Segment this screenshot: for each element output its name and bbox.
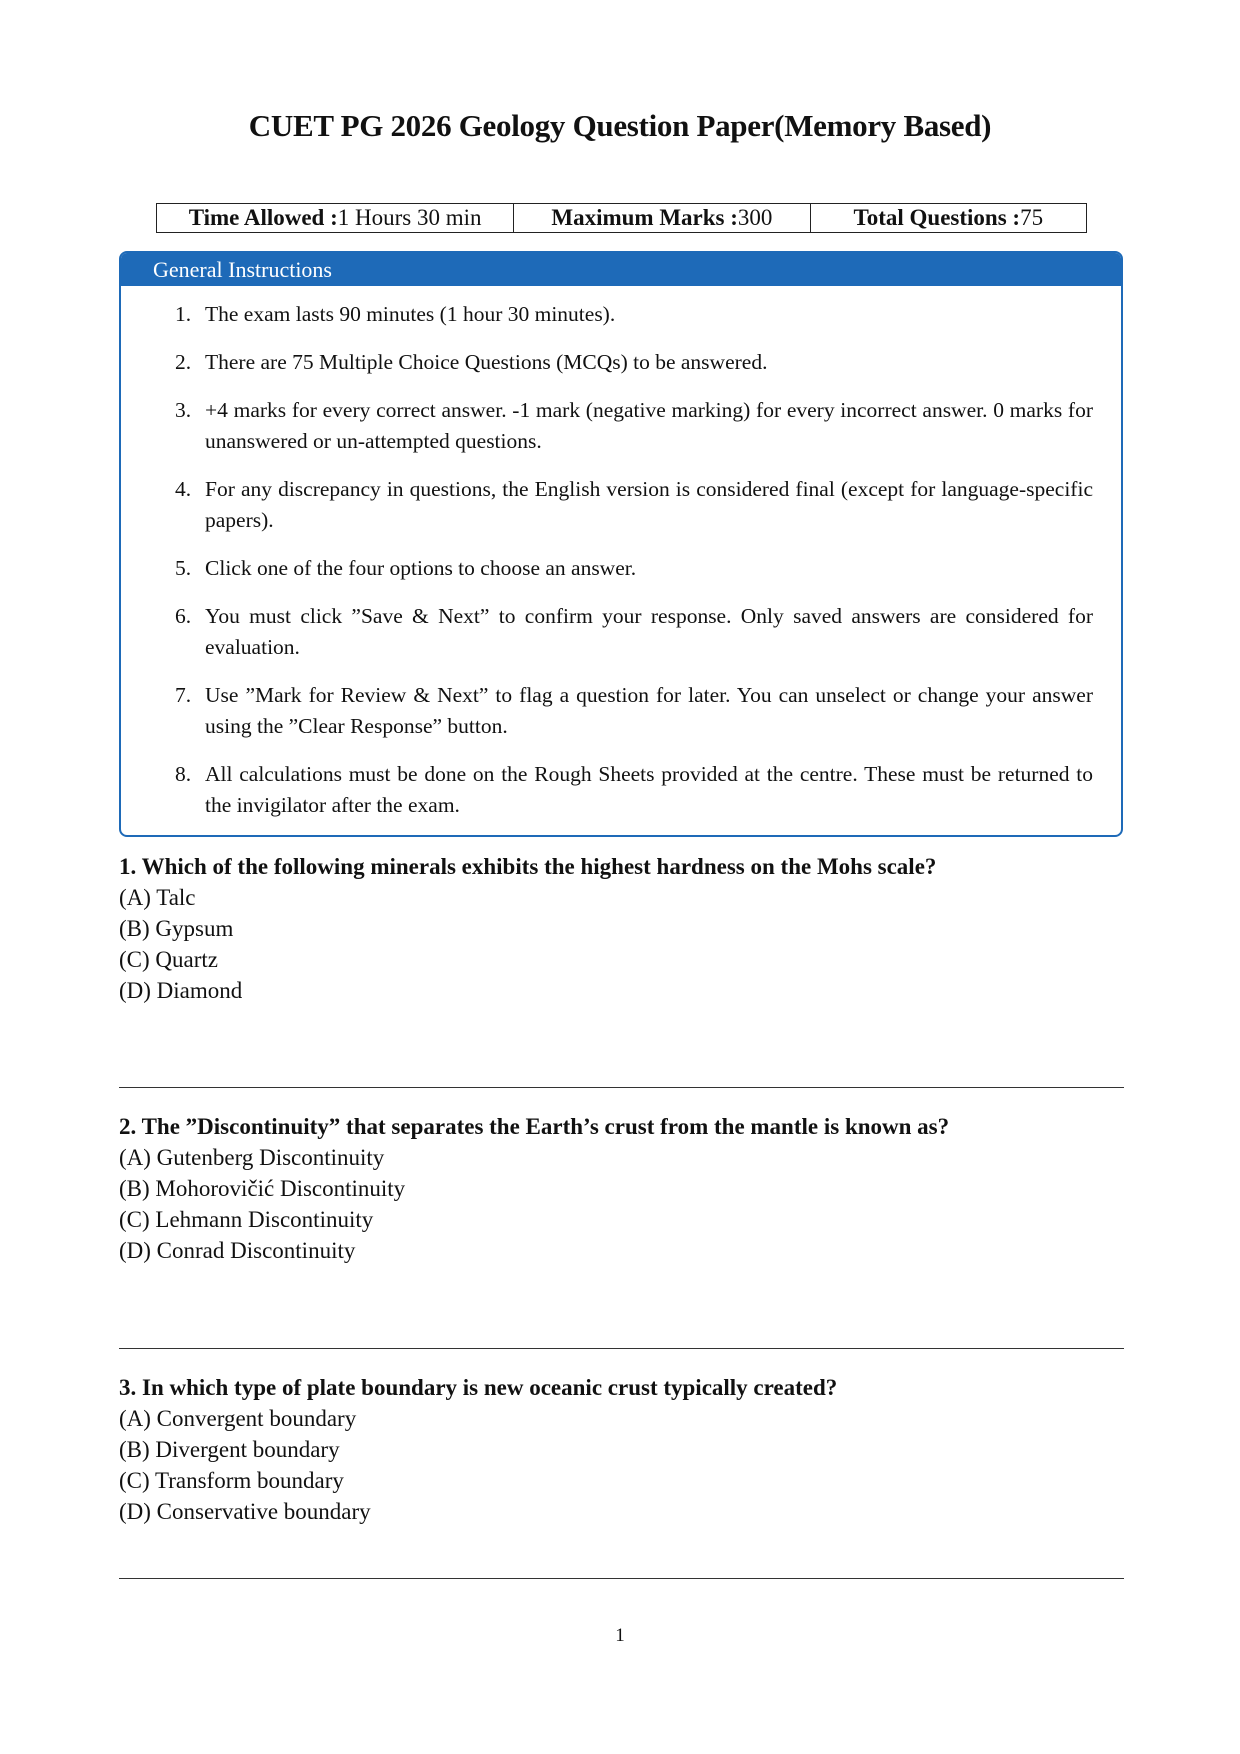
- question-text: 1. Which of the following minerals exhibits the highest hardness on the Mohs scale?: [119, 854, 937, 879]
- instruction-number: 8.: [175, 762, 192, 786]
- option-a: (A) Gutenberg Discontinuity: [119, 1145, 385, 1170]
- instruction-text: +4 marks for every correct answer. -1 mark (negative marking) for every incorrect answer. 0 marks for unanswered or un-attempted questions.: [205, 398, 1093, 453]
- instruction-text: Use ”Mark for Review & Next” to flag a question for later. You can unselect or change your answer using the ”Clear Response” button.: [205, 683, 1093, 738]
- option-d: (D) Conrad Discontinuity: [119, 1238, 356, 1263]
- instruction-number: 4.: [175, 477, 192, 501]
- general-instructions-box: [119, 251, 1123, 837]
- question-text: 3. In which type of plate boundary is new oceanic crust typically created?: [119, 1375, 838, 1400]
- instruction-item: [175, 347, 1093, 378]
- time-allowed-label: Time Allowed :: [188, 205, 338, 230]
- option-b: (B) Mohorovičić Discontinuity: [119, 1176, 406, 1201]
- question-text: 2. The ”Discontinuity” that separates the Earth’s crust from the mantle is known as?: [119, 1114, 950, 1139]
- option-c: (C) Quartz: [119, 947, 218, 972]
- instruction-item: [175, 759, 1093, 821]
- question-divider: [119, 1348, 1124, 1349]
- option-b: (B) Gypsum: [119, 916, 234, 941]
- instruction-text: Click one of the four options to choose an answer.: [205, 556, 637, 580]
- maximum-marks-cell: [514, 204, 810, 232]
- question-3: [119, 1372, 1124, 1527]
- instruction-number: 2.: [175, 350, 192, 374]
- instruction-item: [175, 395, 1093, 457]
- instruction-number: 5.: [175, 556, 192, 580]
- time-allowed-value: 1 Hours 30 min: [337, 205, 482, 230]
- option-a: (A) Talc: [119, 885, 196, 910]
- option-c: (C) Lehmann Discontinuity: [119, 1207, 374, 1232]
- total-questions-label: Total Questions :: [853, 205, 1021, 230]
- instruction-text: There are 75 Multiple Choice Questions (MCQs) to be answered.: [205, 350, 768, 374]
- exam-meta-table: [156, 203, 1087, 233]
- question-1: [119, 851, 1124, 1006]
- instruction-text: All calculations must be done on the Rough Sheets provided at the centre. These must be returned to the invigilator after the exam.: [205, 762, 1093, 817]
- instruction-item: [175, 553, 1093, 584]
- instruction-number: 7.: [175, 683, 192, 707]
- instruction-number: 1.: [175, 302, 192, 326]
- page-title: CUET PG 2026 Geology Question Paper(Memory Based): [248, 108, 992, 143]
- question-divider: [119, 1087, 1124, 1088]
- option-c: (C) Transform boundary: [119, 1468, 344, 1493]
- instruction-number: 6.: [175, 604, 192, 628]
- option-a: (A) Convergent boundary: [119, 1406, 357, 1431]
- instruction-item: [175, 299, 1093, 330]
- instruction-text: The exam lasts 90 minutes (1 hour 30 minutes).: [205, 302, 616, 326]
- instruction-item: [175, 680, 1093, 742]
- time-allowed-cell: [157, 204, 514, 232]
- instruction-number: 3.: [175, 398, 192, 422]
- total-questions-value: 75: [1020, 205, 1044, 230]
- instruction-item: [175, 601, 1093, 663]
- total-questions-cell: [811, 204, 1086, 232]
- instruction-item: [175, 474, 1093, 536]
- question-2: [119, 1111, 1124, 1266]
- maximum-marks-value: 300: [737, 205, 773, 230]
- option-d: (D) Conservative boundary: [119, 1499, 371, 1524]
- page-number: 1: [615, 1625, 625, 1646]
- instruction-text: For any discrepancy in questions, the English version is considered final (except for language-specific papers).: [205, 477, 1093, 532]
- maximum-marks-label: Maximum Marks :: [551, 205, 738, 230]
- instruction-text: You must click ”Save & Next” to confirm your response. Only saved answers are considered for evaluation.: [205, 604, 1093, 659]
- question-divider: [119, 1578, 1124, 1579]
- instructions-heading: General Instructions: [121, 253, 1121, 286]
- option-b: (B) Divergent boundary: [119, 1437, 340, 1462]
- option-d: (D) Diamond: [119, 978, 243, 1003]
